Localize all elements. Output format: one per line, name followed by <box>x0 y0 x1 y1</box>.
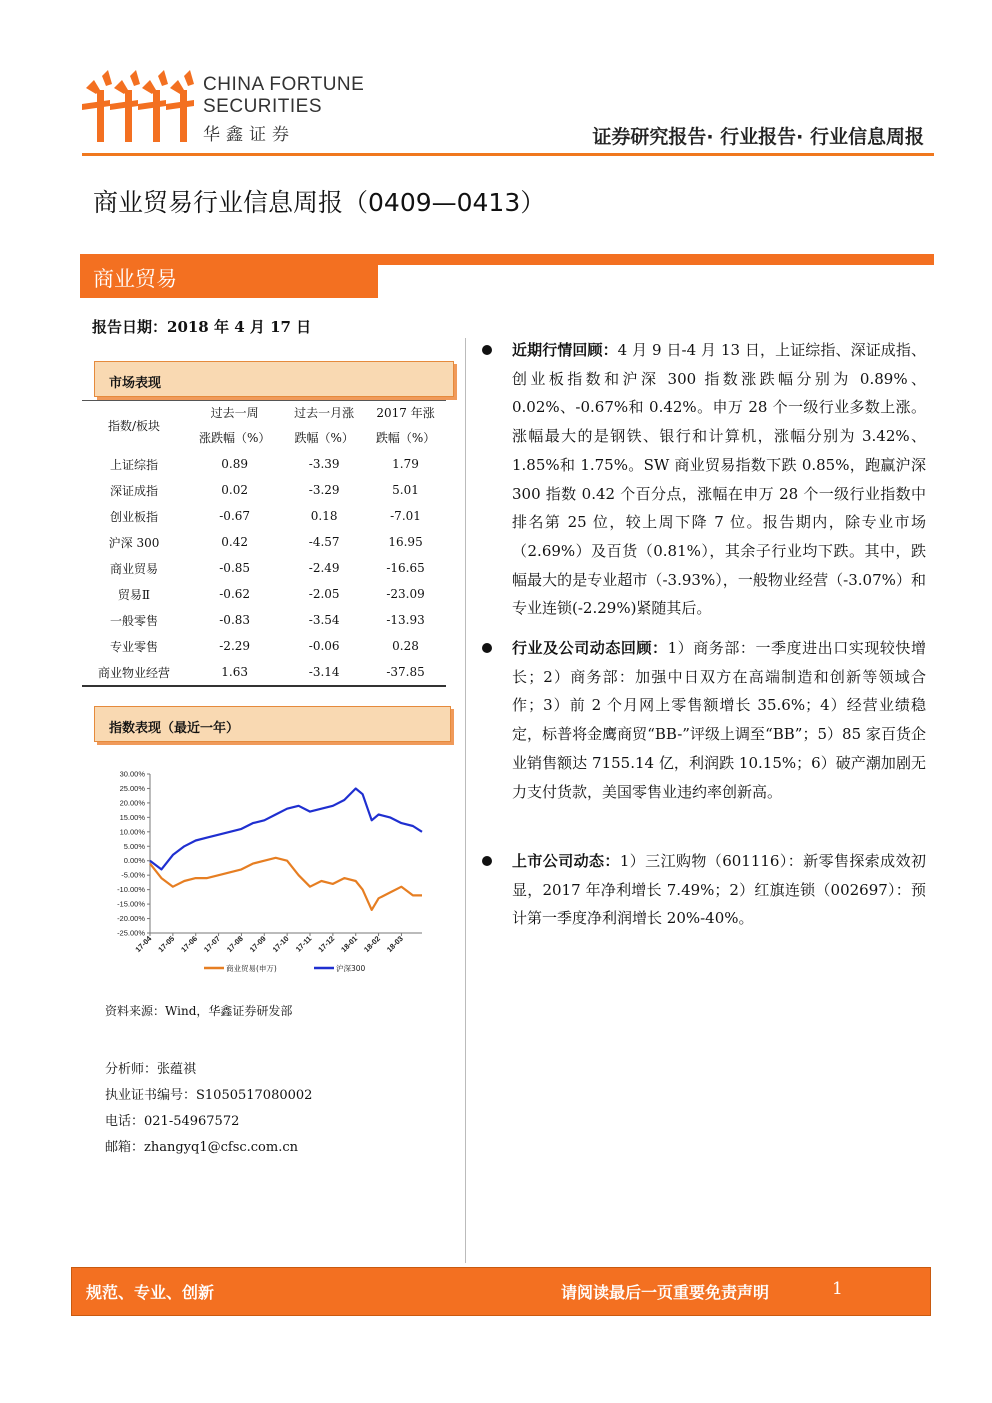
section-body: 4 月 9 日-4 月 13 日，上证综指、深证成指、创业板指数和沪深 300 指数涨跌幅分别为 0.89%、0.02%、-0.67%和 0.42%。申万 28 个一级行业多数上涨。涨幅最大的是钢铁、银行和计算机，涨幅分别为 3.42%、1.85%和 1.75%。SW 商业贸易指数下跌 0.85%，跑赢沪深 300 指数 0.42 个百分点，涨幅在申万 28 个一级行业指数中排名第 25 位，较上周下降 7 位。报告期内，除专业市场（2.69%）及百货（0.81%），其余子行业均下跌。其中，跌幅最大的是专业超市（-3.93%），一般物业经营（-3.07%）和专业连锁(-2.29%)紧随其后。 <box>512 341 926 618</box>
report-type: 证券研究报告· 行业报告· 行业信息周报 <box>592 126 924 148</box>
section-heading: 近期行情回顾： <box>512 341 618 359</box>
x-tick-label: 18-01 <box>339 934 360 954</box>
x-tick-label: 17-07 <box>202 934 222 954</box>
y-tick-label: 30.00% <box>119 769 145 779</box>
y-tick-label: -20.00% <box>117 914 145 924</box>
section-body: 1）商务部：一季度进出口实现较快增长；2）商务部：加强中日双方在高端制造和创新等领域合作；3）前 2 个月网上零售额增长 35.6%；4）经营业绩稳定，标普将金鹰商贸“BB-”评级上调至“BB”；5）85 家百货企业销售额达 7155.14 亿，利润跌 10.15%；6）破产潮加剧无力支付货款，美国零售业违约率创新高。 <box>512 639 926 801</box>
table-row: 商业物业经营 1.63 -3.14 -37.85 <box>82 659 446 686</box>
table-row: 沪深 300 0.42 -4.57 16.95 <box>108 535 423 550</box>
table-header-row <box>82 401 446 452</box>
header-rule <box>82 153 934 156</box>
table-row: 贸易Ⅱ -0.62 -2.05 -23.09 <box>117 587 425 602</box>
y-tick-label: -10.00% <box>117 885 145 895</box>
footer-disclaimer: 请阅读最后一页重要免责声明 <box>561 1283 770 1302</box>
table-row: 专业零售 -2.29 -0.06 0.28 <box>109 639 419 654</box>
bullet-icon <box>482 643 492 653</box>
column-divider <box>465 338 466 1263</box>
bullet-icon <box>482 856 492 866</box>
section-industry-news <box>512 634 926 806</box>
y-tick-label: 10.00% <box>119 827 145 837</box>
report-date: 报告日期：2018 年 4 月 17 日 <box>92 318 312 336</box>
series-line <box>150 789 422 870</box>
legend-label: 沪深300 <box>336 964 366 973</box>
table-row: 创业板指 -0.67 0.18 -7.01 <box>109 509 421 524</box>
brand-block <box>203 74 364 145</box>
x-tick-label: 17-06 <box>179 934 200 954</box>
index-performance-heading: 指数表现（最近一年） <box>94 706 451 742</box>
y-tick-label: 0.00% <box>123 856 145 866</box>
brand-name-en-line1: CHINA FORTUNE <box>203 74 365 95</box>
data-source: 资料来源：Wind，华鑫证券研发部 <box>105 1004 293 1018</box>
brand-name-cn: 华鑫证券 <box>203 125 295 144</box>
y-tick-label: 15.00% <box>119 812 145 822</box>
market-table <box>82 400 446 687</box>
y-tick-label: -5.00% <box>121 870 145 880</box>
brand-name-en-line2: SECURITIES <box>203 96 323 117</box>
section-body: 1）三江购物（601116）：新零售探索成效初显，2017 年净利增长 7.49%；2）红旗连锁（002697）：预计第一季度净利润增长 20%-40%。 <box>512 852 926 928</box>
x-tick-label: 18-02 <box>362 934 382 954</box>
col-header-week: 过去一周 涨跌幅（%） <box>198 406 271 445</box>
analyst-cert: 执业证书编号：S1050517080002 <box>105 1088 313 1103</box>
page-footer <box>71 1267 931 1316</box>
document-title: 商业贸易行业信息周报（0409—0413） <box>93 188 546 217</box>
market-performance-heading: 市场表现 <box>94 361 454 397</box>
x-tick-label: 17-12 <box>316 934 337 954</box>
sector-label: 商业贸易 <box>93 267 177 291</box>
legend-label: 商业贸易(申万) <box>226 964 277 973</box>
col-header-month: 过去一月涨 跌幅（%） <box>294 406 355 445</box>
section-heading: 行业及公司动态回顾： <box>512 639 668 657</box>
y-tick-label: 5.00% <box>123 841 145 851</box>
analyst-phone: 电话：021-54967572 <box>105 1114 240 1129</box>
x-tick-label: 17-05 <box>156 934 177 954</box>
y-tick-label: 25.00% <box>119 783 145 793</box>
y-tick-label: -25.00% <box>117 928 145 938</box>
analyst-name: 分析师：张蕴祺 <box>105 1062 197 1077</box>
x-tick-label: 17-09 <box>247 934 268 954</box>
table-row: 商业贸易 -0.85 -2.49 -16.65 <box>109 561 425 576</box>
x-tick-label: 17-08 <box>224 934 245 954</box>
bullet-icon <box>482 345 492 355</box>
x-tick-label: 17-04 <box>133 934 154 954</box>
x-tick-label: 17-11 <box>293 934 314 954</box>
x-tick-label: 17-10 <box>270 934 291 954</box>
page-number: 1 <box>832 1279 843 1299</box>
table-row: 一般零售 -0.83 -3.54 -13.93 <box>109 613 425 628</box>
table-row: 深证成指 0.02 -3.29 5.01 <box>109 483 419 498</box>
y-tick-label: 20.00% <box>119 798 145 808</box>
x-tick-label: 18-03 <box>384 934 405 954</box>
col-header-index: 指数/板块 <box>107 418 161 433</box>
table-row: 上证综指 0.89 -3.39 1.79 <box>109 457 419 472</box>
sector-banner <box>80 254 934 298</box>
series-line <box>150 858 422 910</box>
company-logo <box>80 70 195 145</box>
section-market-review <box>512 336 926 623</box>
section-heading: 上市公司动态： <box>512 852 620 870</box>
col-header-year: 2017 年涨 跌幅（%） <box>375 406 436 445</box>
section-listed-companies <box>512 847 926 933</box>
index-performance-chart <box>92 762 432 982</box>
footer-slogan: 规范、专业、创新 <box>86 1283 215 1302</box>
analyst-email: 邮箱：zhangyq1@cfsc.com.cn <box>105 1140 299 1155</box>
y-tick-label: -15.00% <box>117 899 145 909</box>
